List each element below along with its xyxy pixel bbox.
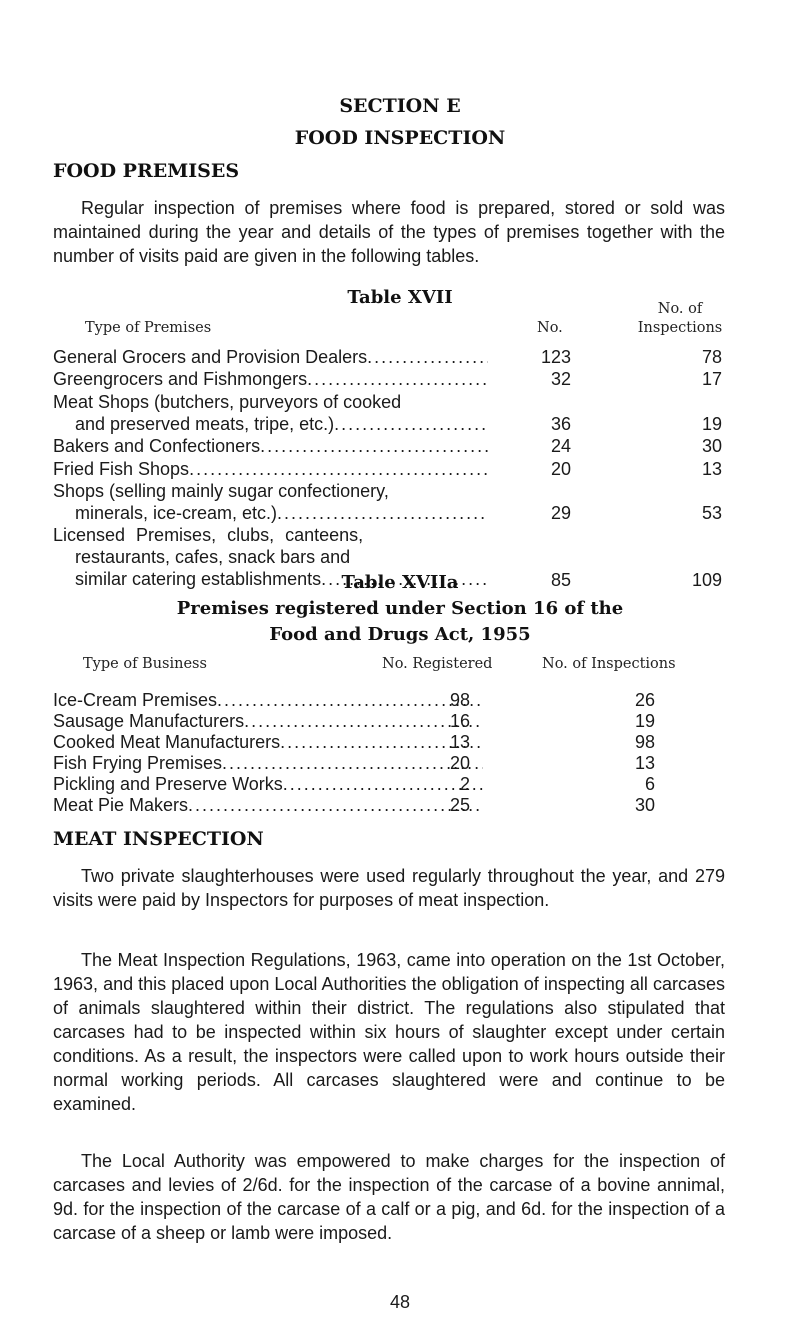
table17a-row-line xyxy=(53,689,483,711)
table17a-cell-registered: 16 xyxy=(449,711,470,731)
table17-cell-inspections: 78 xyxy=(701,347,722,367)
table17a-cell-registered: 2 xyxy=(459,774,470,794)
table17-row-label xyxy=(53,346,488,368)
table17-col-insp-line2: Inspections xyxy=(637,320,723,336)
table17-row-label xyxy=(53,458,488,480)
table17a-row-line xyxy=(53,794,483,816)
table17a-row-label xyxy=(53,794,483,816)
table17a-title: Table XVIIa xyxy=(341,572,459,593)
section-title: SECTION E xyxy=(339,95,461,117)
table17a-row-text: Pickling and Preserve Works xyxy=(53,774,283,794)
leader-dots xyxy=(334,413,488,435)
food-premises-heading: FOOD PREMISES xyxy=(53,160,240,182)
table17a-cell-inspections: 19 xyxy=(634,711,655,731)
table17-row-text: minerals, ice-cream, etc.) xyxy=(75,502,278,523)
table17a-cell-registered: 20 xyxy=(449,753,470,773)
table17a-row-text: Fish Frying Premises xyxy=(53,753,223,773)
meat-paragraph-3: The Local Authority was empowered to make charges for the inspection of carcases and levies of 2/6d. for the inspection of the carcase of a bovine annimal, 9d. for the inspection of the carcase of a calf or a pig, and 6d. for the inspection of a carcase of a sheep or lamb were imposed. xyxy=(53,1151,725,1243)
table17-row-label xyxy=(53,435,488,457)
food-inspection-title: FOOD INSPECTION xyxy=(294,127,506,149)
table17a-cell-inspections: 30 xyxy=(634,795,655,815)
table17a-row-line xyxy=(53,710,483,732)
table17-cell-no: 85 xyxy=(550,570,571,590)
table17-cell-no: 36 xyxy=(550,413,571,434)
meat-paragraph-1: Two private slaughterhouses were used regularly throughout the year, and 279 visits were paid by Inspectors for purposes of meat inspection. xyxy=(53,866,725,910)
table17-row-label xyxy=(53,391,488,435)
table17-row-line xyxy=(53,546,488,568)
table17-cell-inspections: 30 xyxy=(701,436,722,457)
table17a-row-label xyxy=(53,731,483,753)
table17a-row-text: Ice-Cream Premises xyxy=(53,690,218,710)
table17-row-text: and preserved meats, tripe, etc.) xyxy=(75,413,335,434)
table17-row-text: restaurants, cafes, snack bars and xyxy=(75,547,351,568)
table17-cell-no: 20 xyxy=(550,458,571,479)
table17-row-text: General Grocers and Provision Dealers xyxy=(53,347,368,367)
table17a-row-line xyxy=(53,773,483,795)
table17a-row-label xyxy=(53,710,483,732)
table17-row-text: Licensed Premises, clubs, canteens, xyxy=(53,525,364,546)
table17-cell-inspections: 17 xyxy=(701,369,722,390)
table17-title: Table XVII xyxy=(347,287,453,308)
table17-row-line xyxy=(53,346,488,368)
page-number: 48 xyxy=(389,1292,411,1312)
table17a-subtitle1: Premises registered under Section 16 of the xyxy=(176,598,624,619)
table17a-row-label xyxy=(53,689,483,711)
table17a-row-text: Meat Pie Makers xyxy=(53,795,189,815)
table17a-row-label xyxy=(53,773,483,795)
table17-cell-inspections: 53 xyxy=(701,503,722,524)
table17a-cell-registered: 25 xyxy=(449,795,470,815)
leader-dots xyxy=(260,435,488,457)
table17-row-text: Greengrocers and Fishmongers xyxy=(53,369,308,390)
table17a-row-line xyxy=(53,752,483,774)
intro-paragraph: Regular inspection of premises where food is prepared, stored or sold was maintained during the year and details of the types of premises together with the number of visits paid are given in the following tables. xyxy=(53,198,725,266)
table17-cell-inspections: 19 xyxy=(701,413,722,434)
table17-cell-no: 24 xyxy=(550,436,571,457)
table17a-col-insp: No. of Inspections xyxy=(542,656,676,672)
table17-row-line xyxy=(53,524,488,546)
table17-cell-no: 32 xyxy=(550,369,571,390)
table17-row-text: Shops (selling mainly sugar confectionery, xyxy=(53,480,389,501)
meat-inspection-heading: MEAT INSPECTION xyxy=(53,828,264,850)
table17a-row-line xyxy=(53,731,483,753)
table17-col-insp-line1: No. of xyxy=(657,301,703,317)
table17-row-text: similar catering establishments xyxy=(75,569,322,590)
table17a-cell-inspections: 13 xyxy=(634,753,655,773)
table17-cell-inspections: 13 xyxy=(701,458,722,479)
table17a-row-text: Cooked Meat Manufacturers xyxy=(53,732,281,752)
table17a-cell-inspections: 26 xyxy=(634,690,655,710)
table17-row-line xyxy=(53,435,488,457)
table17-row-label xyxy=(53,368,488,390)
table17-row-label xyxy=(53,480,488,524)
leader-dots xyxy=(277,502,488,524)
table17-row-text: Meat Shops (butchers, purveyors of cooked xyxy=(53,391,402,412)
table17a-subtitle2: Food and Drugs Act, 1955 xyxy=(269,624,531,645)
table17a-cell-inspections: 98 xyxy=(634,732,655,752)
table17a-col-reg: No. Registered xyxy=(382,656,493,672)
table17-col-type: Type of Premises xyxy=(85,320,212,336)
table17-col-no: No. xyxy=(537,320,563,336)
table17a-cell-registered: 98 xyxy=(449,690,470,710)
table17-cell-no: 29 xyxy=(550,503,571,524)
table17-row-line xyxy=(53,391,488,413)
table17-row-text: Fried Fish Shops xyxy=(53,458,190,479)
leader-dots xyxy=(307,368,488,390)
table17-row-line xyxy=(53,368,488,390)
leader-dots xyxy=(367,346,488,368)
table17-row-text: Bakers and Confectioners xyxy=(53,436,261,457)
table17a-cell-registered: 13 xyxy=(449,732,470,752)
table17-row-line xyxy=(53,413,488,435)
table17a-row-text: Sausage Manufacturers xyxy=(53,711,245,731)
table17-row-line xyxy=(53,502,488,524)
table17-row-line xyxy=(53,480,488,502)
table17-cell-no: 123 xyxy=(540,347,571,367)
meat-paragraph-2: The Meat Inspection Regulations, 1963, came into operation on the 1st October, 1963, and this placed upon Local Authorities the obligation of inspecting all carcases of animals slaughtered within their district. The regulations also stipulated that carcases had to be inspected within six hours of slaughter except under certain conditions. As a result, the inspectors were called upon to work hours outside their normal working periods. All carcases slaughtered were and continue to be examined. xyxy=(53,950,725,1114)
table17a-col-type: Type of Business xyxy=(83,656,207,672)
table17a-row-label xyxy=(53,752,483,774)
leader-dots xyxy=(189,458,488,480)
table17-cell-inspections: 109 xyxy=(691,570,722,590)
table17-row-line xyxy=(53,458,488,480)
table17a-cell-inspections: 6 xyxy=(644,774,655,794)
